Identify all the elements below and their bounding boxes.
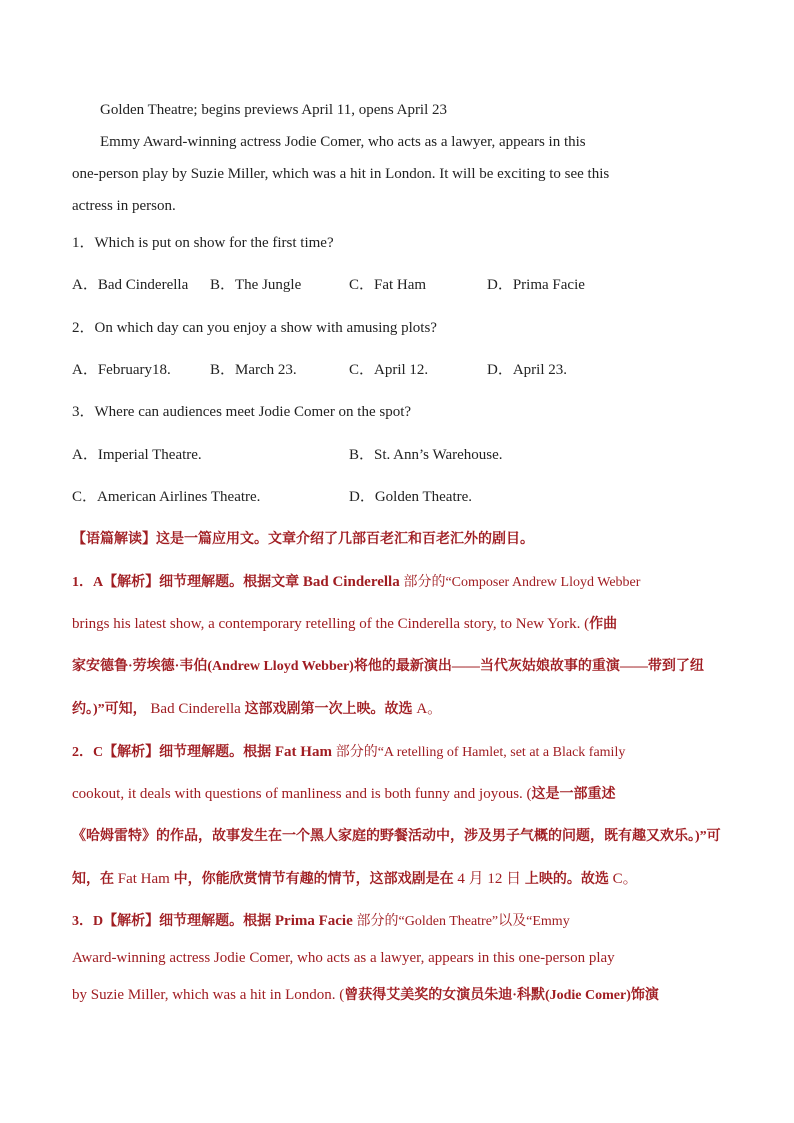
option-1a: A．Bad Cinderella xyxy=(72,277,189,293)
answer-2-line-3: 《哈姆雷特》的作品，故事发生在一个黑人家庭的野餐活动中，涉及男子气概的问题，既有趣又欢乐。)”可 xyxy=(72,829,721,844)
answer-3-line-3 xyxy=(72,985,722,1006)
answer-1-line-4 xyxy=(72,699,722,720)
answer-3-quote-start: 部分的“Golden Theatre”以及“Emmy xyxy=(356,914,570,929)
answer-2-choice: C。 xyxy=(612,871,638,887)
answer-2-translation-start: 这是一部重述 xyxy=(531,787,616,802)
option-3c: C．American Airlines Theatre. xyxy=(72,489,261,505)
passage-line-2: Emmy Award-winning actress Jodie Comer, who acts as a lawyer, appears in this xyxy=(100,134,586,150)
answer-2-line-1 xyxy=(72,742,722,763)
answer-1-play-title: Bad Cinderella xyxy=(302,574,400,590)
answer-1-quote-start: 部分的“Composer Andrew Lloyd Webber xyxy=(403,575,641,590)
analysis-intro: 【语篇解读】这是一篇应用文。文章介绍了几部百老汇和百老汇外的剧目。 xyxy=(72,532,534,547)
question-3-stem: 3．Where can audiences meet Jodie Comer on the spot? xyxy=(72,404,412,420)
answer-1-label: 1．A【解析】细节理解题。根据文章 xyxy=(72,575,300,590)
answer-2-play-title: Fat Ham xyxy=(274,744,332,760)
answer-2-quote: cookout, it deals with questions of manliness and is both funny and joyous. ( xyxy=(72,786,532,802)
answer-1-line-2 xyxy=(72,614,722,635)
answer-3-line-2: Award-winning actress Jodie Comer, who acts as a lawyer, appears in this one-person play xyxy=(72,950,615,966)
option-3a: A．Imperial Theatre. xyxy=(72,447,202,463)
answer-1-translation-start: 作曲 xyxy=(589,617,618,632)
answer-1-line-3: 家安德鲁·劳埃德·韦伯(Andrew Lloyd Webber)将他的最新演出——当代灰姑娘故事的重演——带到了纽 xyxy=(72,659,704,674)
answer-2-play-ref: Fat Ham xyxy=(117,871,170,887)
question-2-stem: 2．On which day can you enjoy a show with amusing plots? xyxy=(72,320,437,336)
answer-2-date: 4 月 12 日 xyxy=(457,871,522,887)
option-2a: A．February18. xyxy=(72,362,171,378)
answer-1-conclusion-start: 约。)”可知， xyxy=(72,702,147,717)
passage-line-1: Golden Theatre; begins previews April 11, opens April 23 xyxy=(100,102,448,118)
passage-line-3: one-person play by Suzie Miller, which was a hit in London. It will be exciting to see this xyxy=(72,166,610,182)
question-1-stem: 1．Which is put on show for the first time? xyxy=(72,235,334,251)
option-1b: B．The Jungle xyxy=(210,277,302,293)
answer-1-line-1 xyxy=(72,572,722,593)
answer-1-play-ref: Bad Cinderella xyxy=(150,701,241,717)
answer-3-play-title: Prima Facie xyxy=(274,913,353,929)
option-3d: D．Golden Theatre. xyxy=(349,489,473,505)
answer-3-line-1 xyxy=(72,911,722,932)
answer-2-label: 2．C【解析】细节理解题。根据 xyxy=(72,745,272,760)
passage-line-4: actress in person. xyxy=(72,198,176,214)
answer-2-conclusion-start: 知，在 xyxy=(72,872,114,887)
option-1d: D．Prima Facie xyxy=(487,277,585,293)
answer-3-quote: by Suzie Miller, which was a hit in London. ( xyxy=(72,987,345,1003)
option-2d: D．April 23. xyxy=(487,362,567,378)
option-3b: B．St. Ann’s Warehouse. xyxy=(349,447,503,463)
answer-1-conclusion: 这部戏剧第一次上映。故选 xyxy=(244,702,413,717)
answer-3-translation-start: 曾获得艾美奖的女演员朱迪·科默(Jodie Comer)饰演 xyxy=(344,988,659,1003)
option-2c: C．April 12. xyxy=(349,362,429,378)
option-1c: C．Fat Ham xyxy=(349,277,427,293)
answer-2-quote-start: 部分的“A retelling of Hamlet, set at a Black family xyxy=(335,745,626,760)
option-2b: B．March 23. xyxy=(210,362,297,378)
answer-1-quote: brings his latest show, a contemporary retelling of the Cinderella story, to New York. ( xyxy=(72,616,590,632)
answer-3-label: 3．D【解析】细节理解题。根据 xyxy=(72,914,272,929)
answer-1-choice: A。 xyxy=(416,701,443,717)
answer-2-line-4 xyxy=(72,869,722,890)
answer-2-conclusion-end: 上映的。故选 xyxy=(524,872,609,887)
answer-2-line-2 xyxy=(72,784,722,805)
answer-2-conclusion: 中，你能欣赏情节有趣的情节，这部戏剧是在 xyxy=(173,872,454,887)
